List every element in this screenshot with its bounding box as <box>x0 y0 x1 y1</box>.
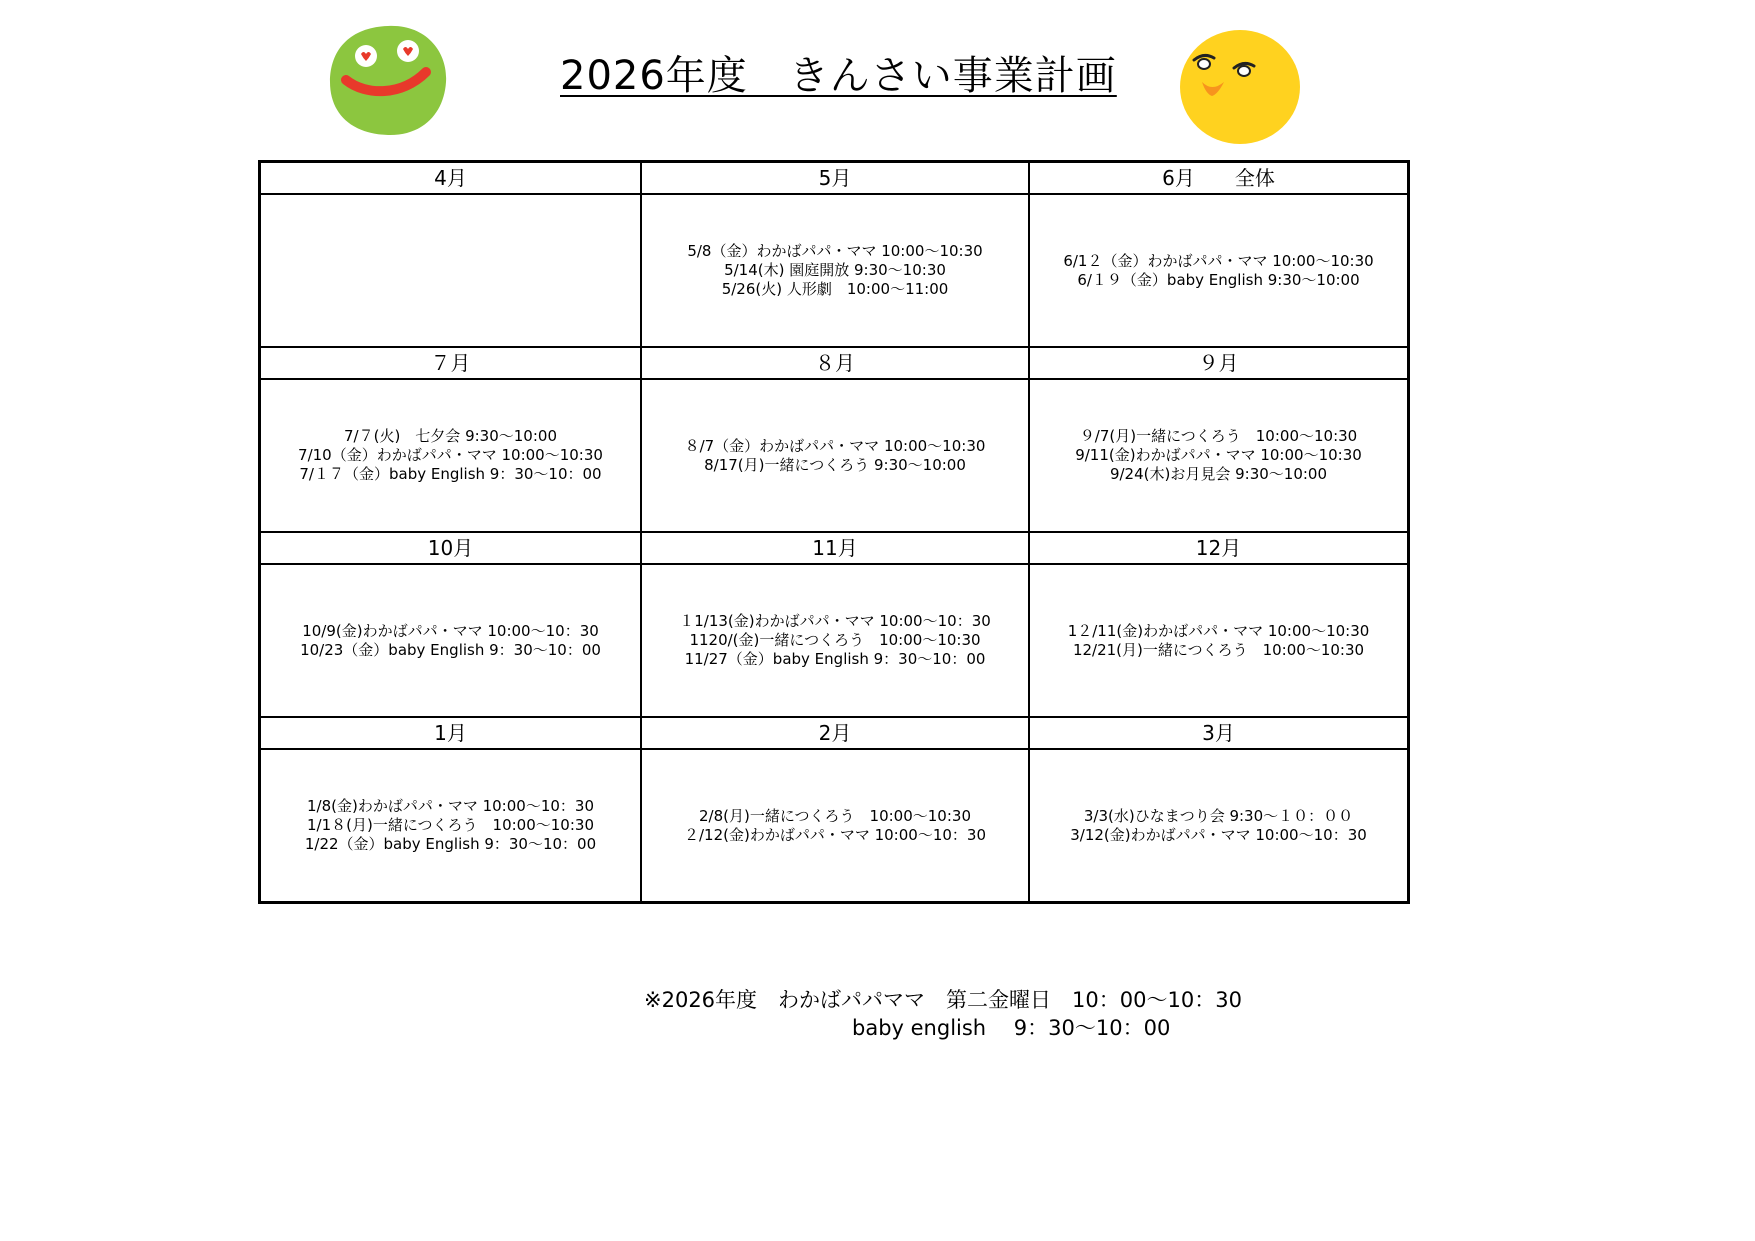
month-events-cell <box>1030 565 1407 718</box>
event-line: 7/１７（金）baby English 9：30〜10：00 <box>299 465 602 483</box>
month-header: ７月 <box>261 348 642 380</box>
event-line: 10/9(金)わかばパパ・ママ 10:00〜10：30 <box>302 621 599 640</box>
event-line: 1/22（金）baby English 9：30〜10：00 <box>304 835 597 853</box>
month-header: 4月 <box>261 163 642 195</box>
event-line: 3/3(水)ひなまつり会 9:30〜１０：００ <box>1083 806 1354 825</box>
month-events-cell <box>261 380 642 533</box>
month-header: 11月 <box>642 533 1030 565</box>
month-header: 1月 <box>261 718 642 750</box>
event-line: 5/26(火) 人形劇 10:00〜11:00 <box>721 280 949 298</box>
month-events-cell <box>642 380 1030 533</box>
footnote <box>644 986 1242 1042</box>
event-line: 6/1２（金）わかばパパ・ママ 10:00〜10:30 <box>1063 251 1374 270</box>
month-events-cell <box>642 750 1030 901</box>
month-events-cell <box>1030 750 1407 901</box>
month-header: ８月 <box>642 348 1030 380</box>
event-line: ９/7(月)一緒につくろう 10:00〜10:30 <box>1079 427 1358 445</box>
footnote-line: baby english 9：30〜10：00 <box>852 1016 1171 1040</box>
month-header: 6月 全体 <box>1030 163 1407 195</box>
month-events-cell <box>261 195 642 348</box>
event-line: 2/8(月)一緒につくろう 10:00〜10:30 <box>698 806 971 825</box>
month-header: 10月 <box>261 533 642 565</box>
event-line: 7/７(火) 七夕会 9:30〜10:00 <box>344 427 557 445</box>
event-line: 1２/11(金)わかばパパ・ママ 10:00〜10:30 <box>1067 621 1370 640</box>
month-header: 5月 <box>642 163 1030 195</box>
month-events-cell <box>261 565 642 718</box>
month-events-cell <box>642 195 1030 348</box>
schedule-table <box>258 160 1410 904</box>
month-header: 3月 <box>1030 718 1407 750</box>
month-events-cell <box>1030 195 1407 348</box>
event-line: １1/13(金)わかばパパ・ママ 10:00〜10：30 <box>679 612 991 630</box>
month-events-cell <box>642 565 1030 718</box>
frog-face-icon <box>326 22 450 138</box>
event-line: 12/21(月)一緒につくろう 10:00〜10:30 <box>1072 640 1365 659</box>
month-events-cell <box>1030 380 1407 533</box>
event-line: 1/1８(月)一緒につくろう 10:00〜10:30 <box>306 816 594 834</box>
event-line: ８/7（金）わかばパパ・ママ 10:00〜10:30 <box>684 436 986 455</box>
event-line: 10/23（金）baby English 9：30〜10：00 <box>300 640 601 659</box>
event-line: 8/17(月)一緒につくろう 9:30〜10:00 <box>704 455 966 474</box>
event-line: 3/12(金)わかばパパ・ママ 10:00〜10：30 <box>1070 825 1367 844</box>
event-line: 1120/(金)一緒につくろう 10:00〜10:30 <box>689 631 981 649</box>
month-header: 2月 <box>642 718 1030 750</box>
month-header: 12月 <box>1030 533 1407 565</box>
month-header: ９月 <box>1030 348 1407 380</box>
event-line: ２/12(金)わかばパパ・ママ 10:00〜10：30 <box>683 825 986 844</box>
event-line: 6/１９（金）baby English 9:30〜10:00 <box>1077 270 1360 289</box>
page-title: 2026年度 きんさい事業計画 <box>560 53 1117 99</box>
event-line: 7/10（金）わかばパパ・ママ 10:00〜10:30 <box>298 446 603 464</box>
footnote-line: ※2026年度 わかばパパママ 第二金曜日 10：00〜10：30 <box>644 988 1242 1012</box>
event-line: 11/27（金）baby English 9：30〜10：00 <box>684 650 986 668</box>
chick-face-icon <box>1176 26 1302 146</box>
event-line: 5/14(木) 園庭開放 9:30〜10:30 <box>724 261 946 279</box>
event-line: 9/11(金)わかばパパ・ママ 10:00〜10:30 <box>1075 446 1362 464</box>
event-line: 9/24(木)お月見会 9:30〜10:00 <box>1109 465 1328 483</box>
event-line: 5/8（金）わかばパパ・ママ 10:00〜10:30 <box>687 242 983 260</box>
month-events-cell <box>261 750 642 901</box>
event-line: 1/8(金)わかばパパ・ママ 10:00〜10：30 <box>306 797 594 815</box>
